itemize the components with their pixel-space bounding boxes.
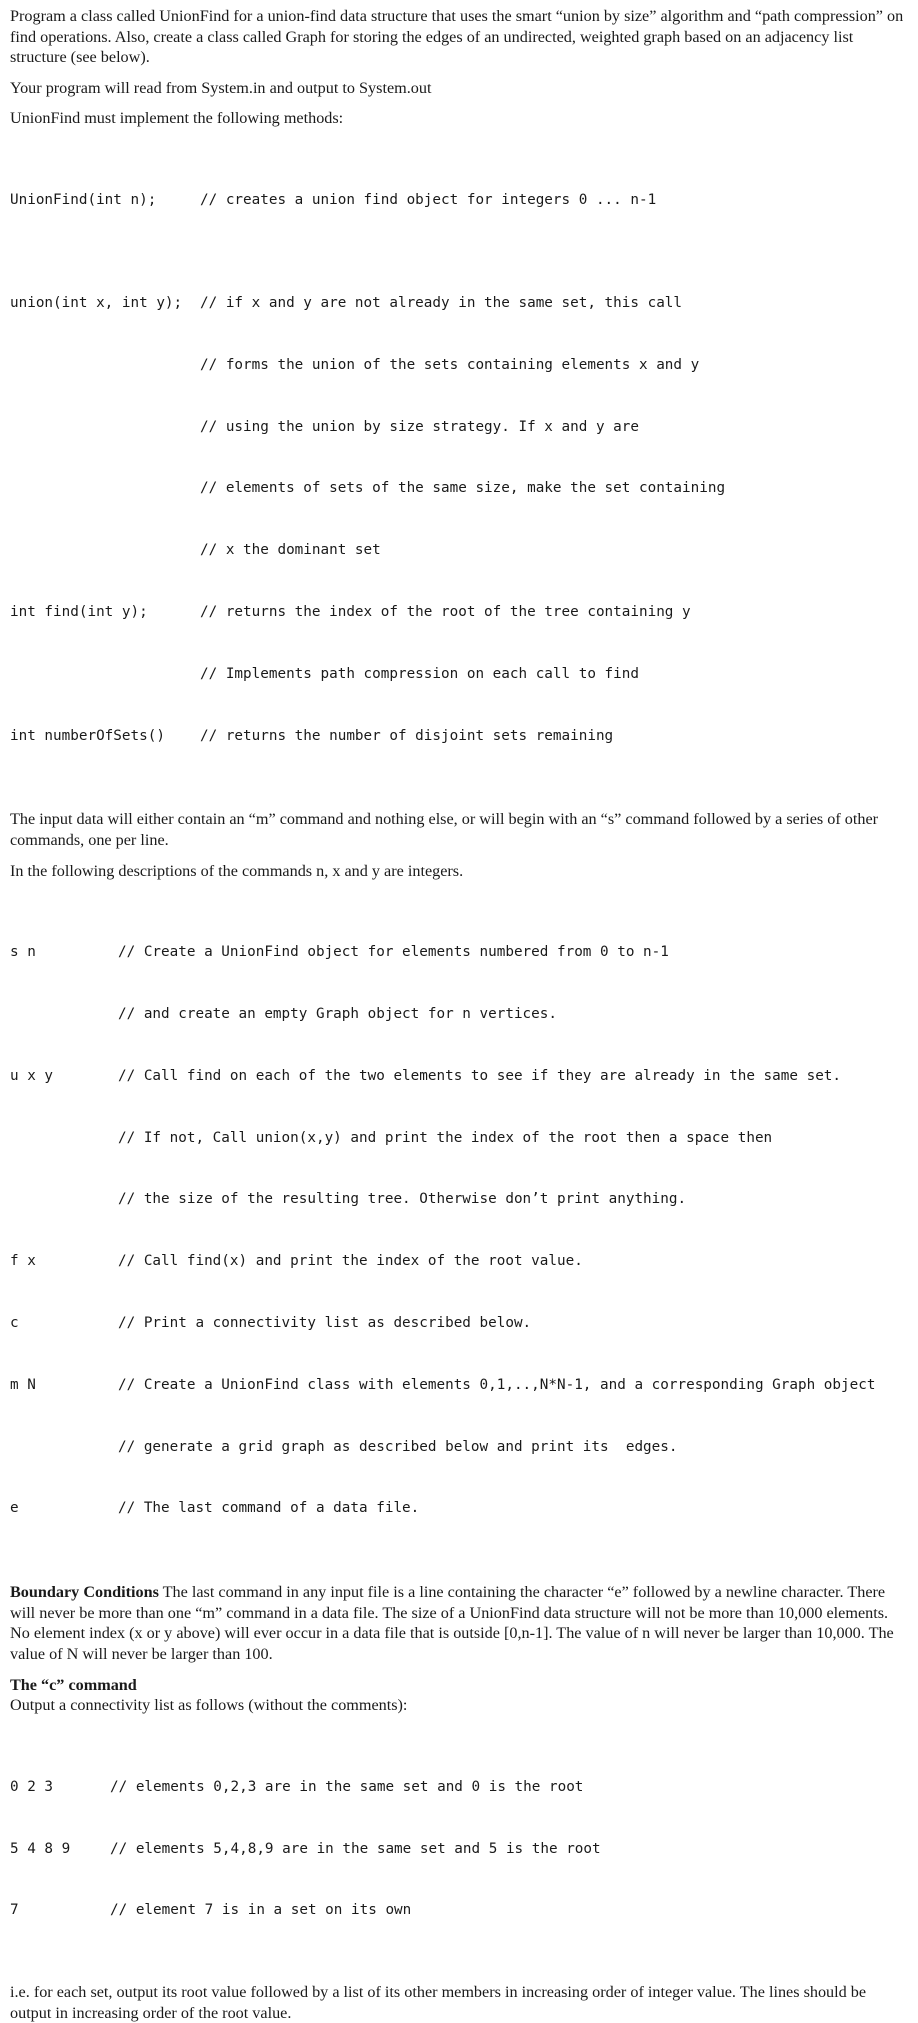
method-signature xyxy=(10,417,200,438)
code-line xyxy=(10,664,910,685)
command-name: u x y xyxy=(10,1067,54,1084)
connectivity-comment: // elements 5,4,8,9 are in the same set and 5 is the root xyxy=(110,1840,601,1857)
method-comment: // x the dominant set xyxy=(200,542,381,559)
code-line xyxy=(10,1437,910,1458)
code-line xyxy=(10,1004,910,1025)
code-line xyxy=(10,1189,910,1210)
command-description-intro: In the following descriptions of the commands n, x and y are integers. xyxy=(10,861,464,880)
code-line xyxy=(10,540,910,561)
code-line xyxy=(10,355,910,376)
command-name xyxy=(10,1004,118,1025)
closing-paragraph: i.e. for each set, output its root value followed by a list of its other members in increasing order of integer value. The lines should be output in increasing order of the root value. xyxy=(10,1983,867,2022)
command-name xyxy=(10,1189,118,1210)
code-line xyxy=(10,1839,910,1860)
method-signature: union(int x, int y); xyxy=(10,295,183,312)
code-line xyxy=(10,1066,910,1087)
code-line xyxy=(10,293,910,314)
code-line xyxy=(10,1251,910,1272)
intro-paragraph: Program a class called UnionFind for a union-find data structure that uses the smart “union by size” algorithm and “path compression” on find operations. Also, create a class called Graph for storing the edges of an undirected, weighted graph based on an adjacency list structure (see below). xyxy=(10,7,904,67)
code-line xyxy=(10,478,910,499)
command-name xyxy=(10,1437,118,1458)
method-signature xyxy=(10,355,200,376)
command-comment: // Call find(x) and print the index of the root value. xyxy=(118,1253,583,1270)
boundary-conditions-paragraph xyxy=(10,1582,910,1664)
code-line xyxy=(10,1128,910,1149)
method-comment: // returns the number of disjoint sets remaining xyxy=(200,727,614,744)
method-comment: // returns the index of the root of the tree containing y xyxy=(200,604,691,621)
command-comment: // Print a connectivity list as described below. xyxy=(118,1315,532,1332)
code-line xyxy=(10,417,910,438)
command-comment: // Create a UnionFind class with elements 0,1,..,N*N-1, and a corresponding Graph object xyxy=(118,1376,876,1393)
code-line xyxy=(10,602,910,623)
method-comment: // if x and y are not already in the same set, this call xyxy=(200,295,683,312)
method-signature xyxy=(10,664,200,685)
method-comment: // using the union by size strategy. If x and y are xyxy=(200,418,639,435)
commands-code-block xyxy=(10,901,910,1560)
command-name: m N xyxy=(10,1376,36,1393)
method-signature: UnionFind(int n); xyxy=(10,192,157,209)
boundary-text: The last command in any input file is a line containing the character “e” followed by a newline character. There will never be more than one “m” command in a data file. The size of a UnionFind data structure will not be more than 10,000 elements. No element index (x or y above) will ever occur in a data file that is outside [0,n-1]. The value of n will never be larger than 10,000. The value of N will never be larger than 100. xyxy=(10,1583,894,1663)
connectivity-values: 0 2 3 xyxy=(10,1778,54,1795)
method-signature xyxy=(10,540,200,561)
document xyxy=(10,6,910,2023)
command-name: c xyxy=(10,1315,19,1332)
command-comment: // If not, Call union(x,y) and print the index of the root then a space then xyxy=(118,1129,773,1146)
connectivity-comment: // elements 0,2,3 are in the same set and 0 is the root xyxy=(110,1778,584,1795)
code-line xyxy=(10,1375,910,1396)
command-name: e xyxy=(10,1500,19,1517)
code-line xyxy=(10,190,910,211)
method-signature: int numberOfSets() xyxy=(10,727,165,744)
boundary-heading: Boundary Conditions xyxy=(10,1583,159,1602)
code-line xyxy=(10,1900,910,1921)
c-command-text: Output a connectivity list as follows (without the comments): xyxy=(10,1696,408,1715)
code-line xyxy=(10,942,910,963)
command-comment: // Create a UnionFind object for elements numbered from 0 to n-1 xyxy=(118,944,669,961)
c-command-heading: The “c” command xyxy=(10,1675,137,1694)
command-comment: // and create an empty Graph object for n vertices. xyxy=(118,1006,557,1023)
connectivity-values: 7 xyxy=(10,1902,19,1919)
code-line xyxy=(10,726,910,747)
method-comment: // elements of sets of the same size, make the set containing xyxy=(200,480,726,497)
connectivity-comment: // element 7 is in a set on its own xyxy=(110,1902,412,1919)
method-comment: // creates a union find object for integers 0 ... n-1 xyxy=(200,192,657,209)
command-name xyxy=(10,1128,118,1149)
code-line xyxy=(10,1777,910,1798)
methods-intro: UnionFind must implement the following methods: xyxy=(10,109,344,128)
code-line xyxy=(10,1498,910,1519)
command-comment: // The last command of a data file. xyxy=(118,1500,420,1517)
command-name: f x xyxy=(10,1253,36,1270)
command-comment: // Call find on each of the two elements to see if they are already in the same set. xyxy=(118,1067,842,1084)
method-comment: // forms the union of the sets containing elements x and y xyxy=(200,356,700,373)
method-signature xyxy=(10,478,200,499)
code-line xyxy=(10,1313,910,1334)
connectivity-values: 5 4 8 9 xyxy=(10,1840,71,1857)
command-name: s n xyxy=(10,944,36,961)
io-paragraph: Your program will read from System.in and output to System.out xyxy=(10,78,432,97)
methods-code-block xyxy=(10,149,910,787)
method-comment: // Implements path compression on each call to find xyxy=(200,665,639,682)
command-comment: // generate a grid graph as described below and print its edges. xyxy=(118,1438,678,1455)
connectivity-example-block xyxy=(10,1736,910,1963)
input-description: The input data will either contain an “m” command and nothing else, or will begin with an “s” command followed by a series of other commands, one per line. xyxy=(10,810,879,849)
method-signature: int find(int y); xyxy=(10,604,148,621)
command-comment: // the size of the resulting tree. Otherwise don’t print anything. xyxy=(118,1191,687,1208)
